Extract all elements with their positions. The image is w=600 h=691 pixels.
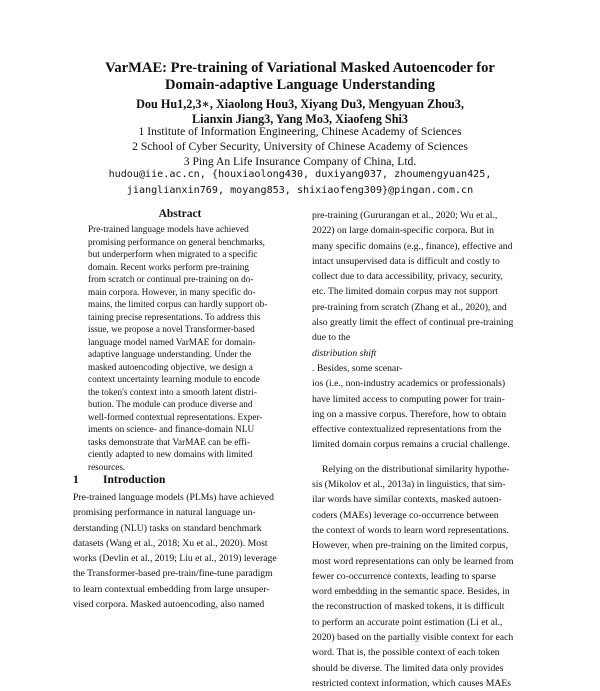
text-line: due to the distribution shift . Besides, some scenar-: [312, 330, 537, 376]
text-line: the context of words to learn word representations.: [312, 524, 509, 536]
abstract-body: [88, 224, 278, 474]
text-line: mains, the limited corpus can hardly support ob-: [88, 300, 268, 310]
text-line: bution. The module can produce diverse and: [88, 400, 253, 410]
text-line: promising performance in natural language un-: [73, 507, 256, 519]
paper-title: [60, 60, 540, 94]
text-line: ing on a massive corpus. Therefore, how to obtain: [312, 408, 507, 420]
text-line: adaptive language understanding. Under the: [88, 350, 252, 360]
text-line: word embedding in the semantic space. Besides, in: [312, 586, 510, 598]
title-line: VarMAE: Pre-training of Variational Masked Autoencoder for: [105, 60, 495, 76]
text-line: coders (MAEs) leverage co-occurrence between: [312, 509, 499, 521]
text-line: However, when pre-training on the limited corpus,: [312, 540, 508, 552]
text-line: masked autoencoding objective, we design a: [88, 362, 253, 373]
text-line: word. That is, the possible context of each token: [312, 647, 500, 659]
text-line: have limited access to computing power for train-: [312, 393, 505, 405]
section-title: Introduction: [103, 474, 166, 486]
text-line: domain. Recent works perform pre-training: [88, 262, 250, 273]
text-line: also greatly limit the effect of continual pre-training: [312, 317, 514, 329]
text-line: limited domain corpus remains a crucial challenge.: [312, 439, 510, 451]
text-line: issue, we propose a novel Transformer-based: [88, 325, 255, 335]
author-line: Lianxin Jiang3, Yang Mo3, Xiaofeng Shi3: [192, 112, 408, 126]
text-line: Relying on the distributional similarity hypothe-: [322, 463, 510, 475]
text-line: Pre-trained language models (PLMs) have achieved: [73, 492, 274, 503]
paragraph: [312, 208, 537, 330]
text-line: the reconstruction of masked tokens, it is difficult: [312, 601, 505, 613]
paragraph: [312, 462, 537, 691]
text-line: promising performance on general benchmarks,: [88, 237, 265, 248]
text-line: sis (Mikolov et al., 2013a) in linguistics, that sim-: [312, 479, 506, 491]
text-line: works (Devlin et al., 2019; Liu et al., 2019) leverage: [73, 553, 277, 565]
text-line: collect due to data accessibility, privacy, security,: [312, 271, 503, 283]
emphasis-text: distribution shift: [312, 347, 377, 359]
email-line: jianglianxin769, moyang853, shixiaofeng309}@pingan.com.cn: [126, 184, 474, 196]
text-line: main corpora. However, in many specific do-: [88, 287, 256, 298]
introduction-body: [73, 490, 298, 612]
affiliation: 2 School of Cyber Security, University of Chinese Academy of Sciences: [132, 140, 468, 153]
text-line: tasks demonstrate that VarMAE can be effi-: [88, 437, 250, 448]
text-line: vised corpora. Masked autoencoding, also named: [73, 599, 265, 611]
affiliation: 3 Ping An Life Insurance Company of China, Ltd.: [183, 155, 417, 168]
text-line: but underperform when migrated to a specific: [88, 250, 258, 260]
text-line: ilar words have similar contexts, masked autoen-: [312, 494, 502, 506]
email-line: hudou@iie.ac.cn, {houxiaolong430, duxiyang037, zhoumengyuan425,: [108, 169, 492, 180]
text-line: ios (i.e., non-industry academics or professionals): [312, 378, 506, 390]
author-list: [60, 97, 540, 127]
text-line: pre-training from scratch (Zhang et al., 2020), and: [312, 301, 507, 313]
text-line: etc. The limited domain corpus may not support: [312, 286, 499, 298]
text-line: resources.: [88, 462, 126, 473]
section-heading-introduction: [73, 474, 165, 486]
text-line: from scratch or continual pre-training on do-: [88, 275, 254, 285]
text-line: restricted context information, which causes MAEs: [312, 677, 512, 689]
abstract-heading: Abstract: [158, 208, 202, 220]
text-line: 2022) on large domain-specific corpora. But in: [312, 225, 494, 237]
text-line: the token's context into a smooth latent distri-: [88, 387, 257, 398]
affiliation-list: [60, 124, 540, 169]
text-line: iments on science- and finance-domain NLU: [88, 425, 255, 435]
text-line: to learn contextual embedding from large unsuper-: [73, 583, 270, 595]
author-line: Dou Hu1,2,3∗, Xiaolong Hou3, Xiyang Du3, Mengyuan Zhou3,: [136, 97, 464, 111]
email-list: [60, 167, 540, 198]
text-line: fewer co-occurrence contexts, leading to sparse: [312, 570, 496, 582]
text-line: pre-training (Gururangan et al., 2020; Wu et al.,: [312, 210, 498, 221]
text-line: datasets (Wang et al., 2018; Xu et al., 2020). Most: [73, 537, 268, 549]
right-column: [312, 208, 537, 691]
text-line: 2020) based on the partially visible context for each: [312, 632, 514, 644]
text-line: most word representations can only be learned from: [312, 555, 514, 567]
text-line: well-formed contextual representations. Exper-: [88, 412, 263, 423]
text-line: Pre-trained language models have achieved: [88, 225, 249, 235]
text-line: the Transformer-based pre-train/fine-tune paradigm: [73, 568, 273, 580]
text-line: language model named VarMAE for domain-: [88, 337, 256, 348]
text-line: derstanding (NLU) tasks on standard benchmark: [73, 522, 262, 534]
text-line: effective contextualized representations from the: [312, 424, 502, 436]
text-line: should be diverse. The limited data only provides: [312, 662, 504, 674]
text-line: to perform an accurate point estimation (Li et al.,: [312, 616, 503, 628]
title-line: Domain-adaptive Language Understanding: [164, 77, 436, 93]
text-line: taining precise representations. To address this: [88, 312, 261, 323]
text-line: ciently adapted to new domains with limited: [88, 450, 253, 460]
text-line: intact unsupervised data is difficult and costly to: [312, 255, 500, 267]
text-line: context uncertainty learning module to encode: [88, 375, 260, 385]
paragraph-continued: [312, 376, 537, 452]
affiliation: 1 Institute of Information Engineering, Chinese Academy of Sciences: [138, 125, 462, 138]
text-line: many specific domains (e.g., finance), effective and: [312, 240, 513, 252]
section-number: 1: [73, 474, 79, 486]
